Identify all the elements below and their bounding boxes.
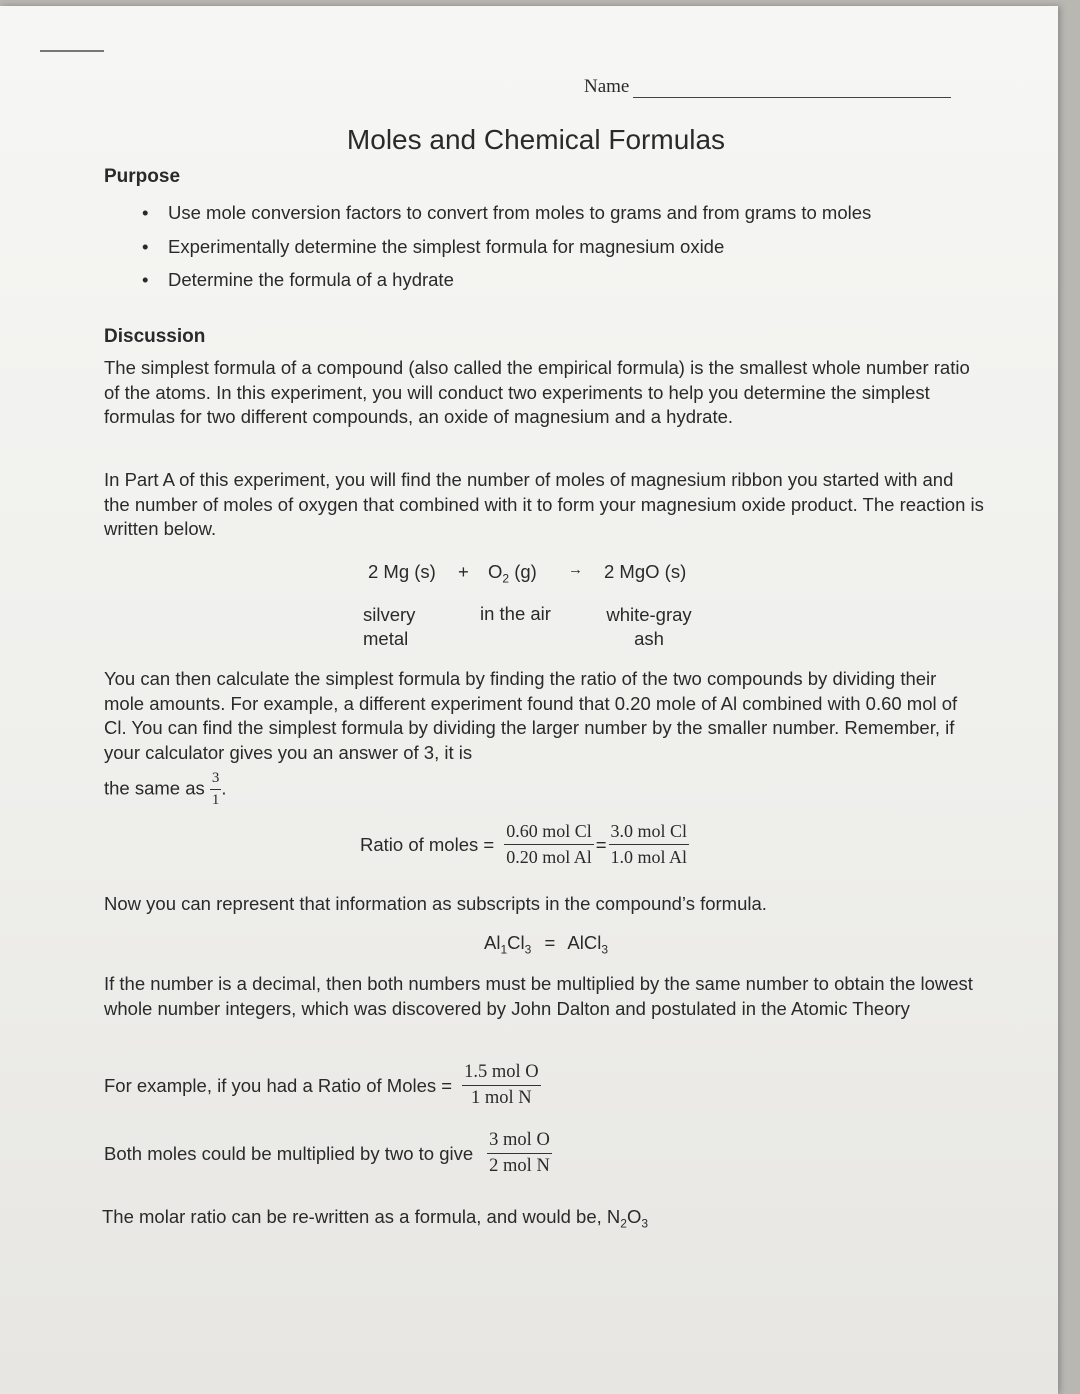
final-formula-line: The molar ratio can be re-written as a formula, and would be, $N_2O_3$	[102, 1206, 649, 1231]
reaction-reactant-o2: $O_2$ (g)	[488, 561, 537, 586]
worksheet-page	[0, 6, 1058, 1394]
discussion-paragraph-2: In Part A of this experiment, you will find the number of moles of magnesium ribbon you started with and the number of moles of oxygen that combined with it to form your magnesium oxide product. The reaction is written below.	[104, 469, 984, 539]
reaction-label-o2: in the air	[480, 603, 551, 624]
bullet-icon: •	[142, 269, 149, 290]
list-item: • Experimentally determine the simplest formula for magnesium oxide	[142, 236, 871, 270]
discussion-paragraph-5: If the number is a decimal, then both numbers must be multiplied by the same number to obtain the lowest whole number integers, which was discovered by John Dalton and postulated in the Atomic Theory	[104, 973, 973, 1019]
fraction-denominator: 1	[211, 792, 220, 808]
top-mark-line	[40, 50, 104, 52]
reaction-label-mgo: white-gray ash	[606, 604, 692, 649]
discussion-paragraph-4: Now you can represent that information as subscripts in the compound’s formula.	[104, 893, 767, 914]
discussion-heading: Discussion	[104, 326, 206, 347]
purpose-heading: Purpose	[104, 166, 181, 187]
ratio-label: Ratio of moles =	[360, 833, 495, 855]
list-item: • Determine the formula of a hydrate	[142, 269, 871, 303]
name-field	[584, 76, 951, 98]
example-ratio-line: For example, if you had a Ratio of Moles = $\frac{\text{1.5 mol O}}{\text{1 mol N}}$	[104, 1062, 539, 1108]
discussion-paragraph-3: You can then calculate the simplest formula by finding the ratio of the two compounds by dividing their mole amounts. For example, a different experiment found that 0.20 mole of Al combined with 0.60 mol of Cl. You can find the simplest formula by dividing the larger number by the smaller number. Remember, if your calculator gives you an answer of 3, it is	[104, 668, 958, 763]
ratio-of-moles-equation: Ratio of moles = $\frac{\text{0.60 mol Cl}}{\text{0.20 mol Al}}$ = $\frac{\text{3.0 mol Cl}}{\text{1.0 mol Al}}$	[360, 821, 688, 867]
bullet-icon: •	[142, 235, 149, 257]
discussion-paragraph-1: The simplest formula of a compound (also called the empirical formula) is the smallest whole number ratio of the atoms. In this experiment, you will conduct two experiments to help you determine the simplest formulas for two different compounds, an oxide of magnesium and a hydrate.	[104, 357, 970, 427]
purpose-list	[142, 202, 871, 303]
multiply-line: Both moles could be multiplied by two to give $\frac{\text{3 mol O}}{\text{2 mol N}}$	[104, 1130, 550, 1176]
reaction-plus: +	[458, 561, 469, 582]
list-item: • Use mole conversion factors to convert from moles to grams and from grams to moles	[142, 202, 871, 236]
bullet-icon: •	[142, 202, 149, 223]
page-title: Moles and Chemical Formulas	[346, 124, 726, 155]
name-label: Name	[584, 76, 630, 97]
reaction-label-mg: silvery metal	[363, 604, 416, 649]
name-blank-line	[633, 79, 951, 98]
reaction-arrow-icon: →	[568, 561, 583, 578]
fraction-numerator: 3	[210, 770, 222, 790]
reaction-product: 2 MgO (s)	[604, 561, 687, 582]
reaction-reactant-mg: 2 Mg (s)	[368, 561, 436, 582]
alcl3-formula: $Al_1Cl_3$ = AlCl$_3$	[484, 932, 608, 957]
same-as-line: the same as $\frac{3}{1}$ .	[104, 770, 227, 808]
